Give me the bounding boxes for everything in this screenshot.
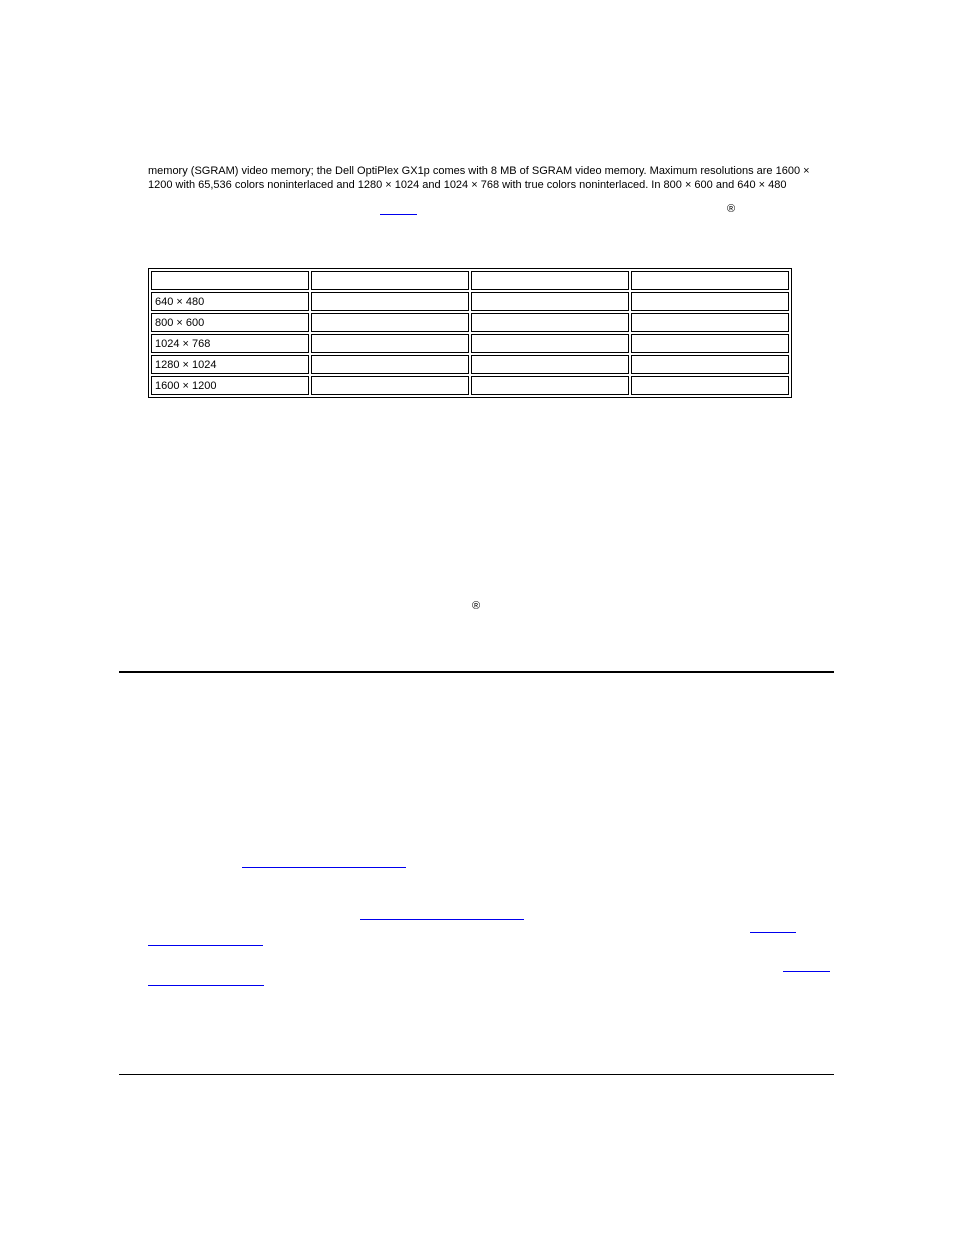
table-cell (471, 313, 629, 332)
table-cell (471, 292, 629, 311)
section-link[interactable] (148, 985, 264, 986)
registered-mark: ® (472, 600, 481, 612)
table-cell (311, 313, 469, 332)
resolution-cell: 1600 × 1200 (151, 376, 309, 395)
footer-divider (119, 1074, 834, 1075)
section-link[interactable] (750, 932, 796, 933)
table-header-cell (151, 271, 309, 290)
intro-line-1: memory (SGRAM) video memory; the Dell OptiPlex GX1p comes with 8 MB of SGRAM video memory. Maximum resolutions are 1600 × (148, 165, 810, 177)
table-cell (471, 355, 629, 374)
registered-mark: ® (727, 203, 736, 215)
section-link[interactable] (148, 945, 263, 946)
table-cell (471, 334, 629, 353)
table-cell (471, 376, 629, 395)
section-divider (119, 671, 834, 673)
table-header-cell (311, 271, 469, 290)
table-cell (311, 376, 469, 395)
table-cell (631, 334, 789, 353)
section-link[interactable] (783, 971, 830, 972)
table-cell (311, 292, 469, 311)
table-cell (631, 376, 789, 395)
table-row (151, 292, 789, 311)
table-header-cell (471, 271, 629, 290)
inline-link[interactable] (380, 214, 417, 215)
table-cell (631, 313, 789, 332)
section-link[interactable] (242, 867, 406, 868)
table-cell (631, 355, 789, 374)
table-header-row (151, 271, 789, 290)
table-cell (311, 334, 469, 353)
section-link[interactable] (360, 919, 524, 920)
table-row (151, 334, 789, 353)
table-row (151, 355, 789, 374)
resolution-table (148, 268, 792, 398)
table-header-cell (631, 271, 789, 290)
resolution-cell: 800 × 600 (151, 313, 309, 332)
table-cell (311, 355, 469, 374)
resolution-cell: 1024 × 768 (151, 334, 309, 353)
intro-paragraph (148, 164, 828, 192)
table-row (151, 376, 789, 395)
table-row (151, 313, 789, 332)
intro-line-2: 1200 with 65,536 colors noninterlaced and 1280 × 1024 and 1024 × 768 with true colors noninterlaced. In 800 × 600 and 640 × 480 (148, 179, 787, 191)
table-cell (631, 292, 789, 311)
resolution-cell: 640 × 480 (151, 292, 309, 311)
resolution-cell: 1280 × 1024 (151, 355, 309, 374)
